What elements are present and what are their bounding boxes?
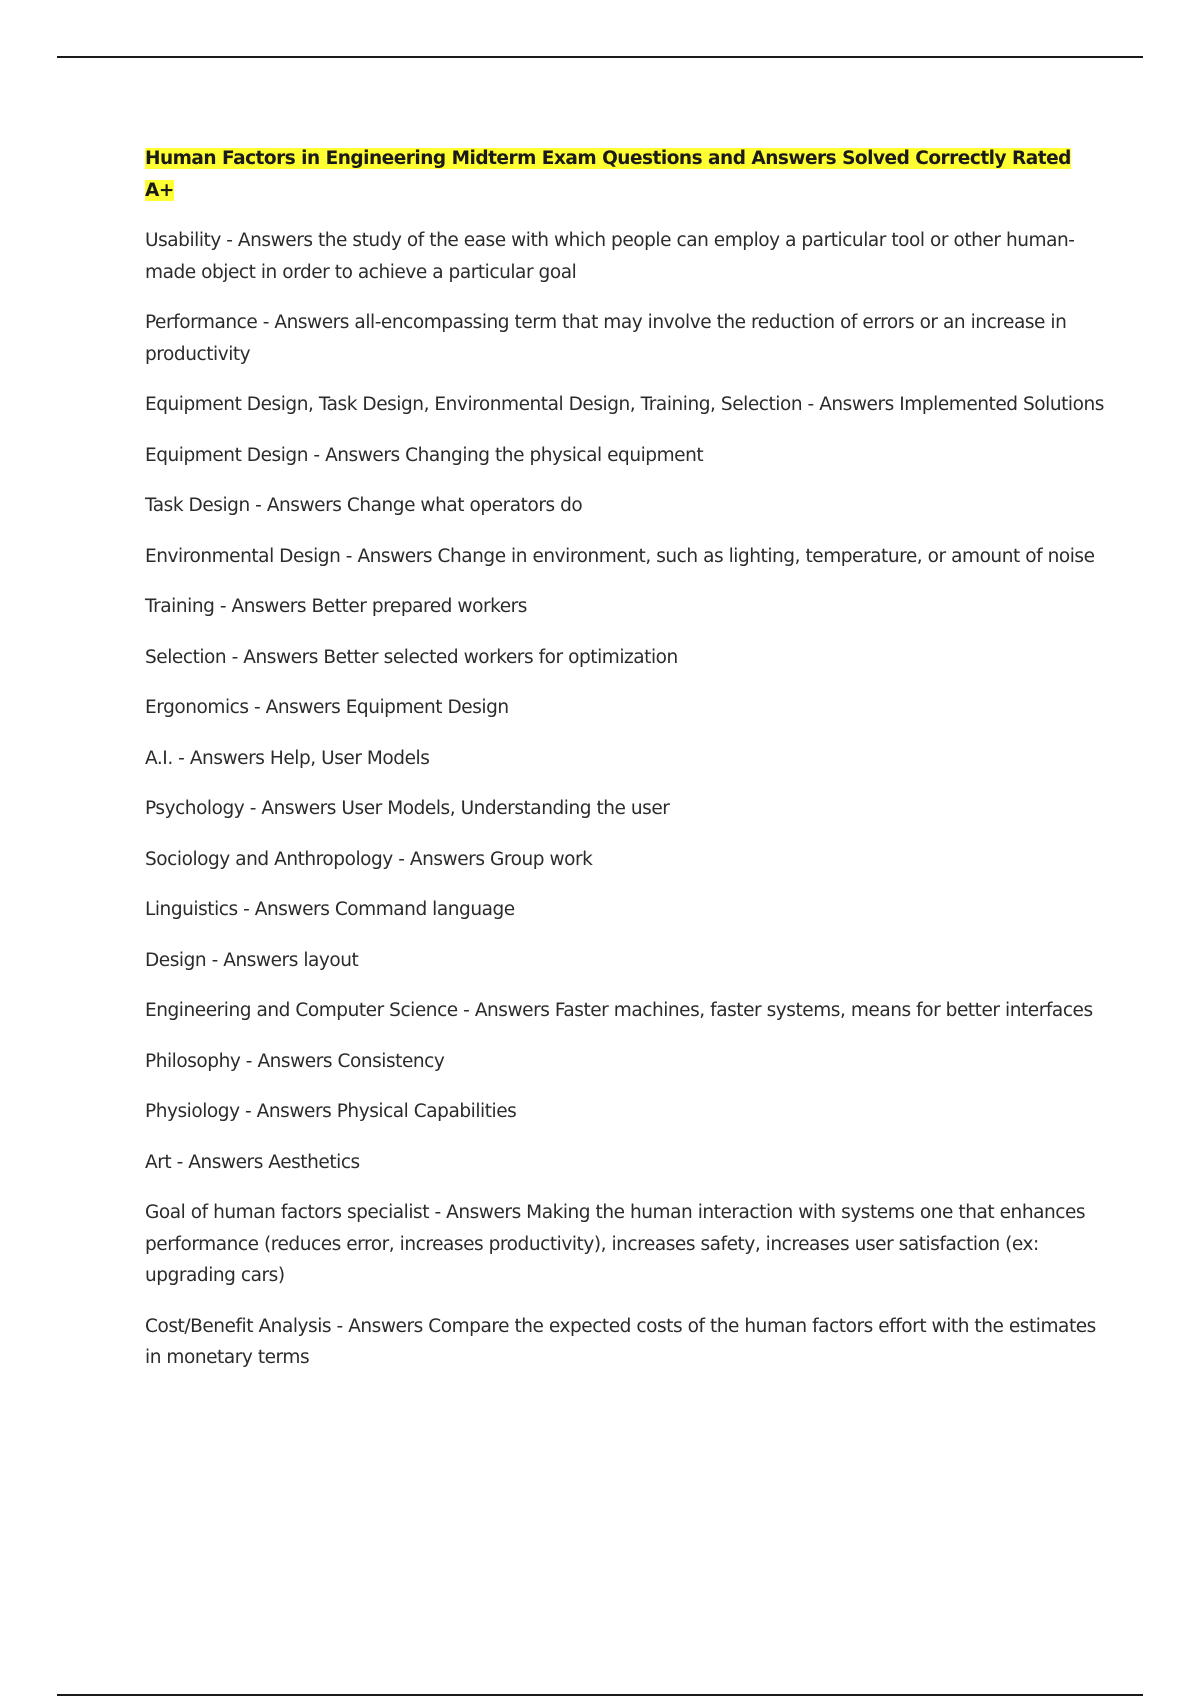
qa-entry-design: Design - Answers layout: [145, 949, 359, 971]
qa-entry-psychology: Psychology - Answers User Models, Understanding the user: [145, 798, 670, 819]
qa-entry-art: Art - Answers Aesthetics: [145, 1151, 360, 1173]
qa-entry-training: Training - Answers Better prepared workers: [145, 596, 527, 617]
document-title: Human Factors in Engineering Midterm Exam Questions and Answers Solved Correctly Rated A+: [145, 148, 1071, 201]
qa-entry-cost-benefit: Cost/Benefit Analysis - Answers Compare the expected costs of the human factors effort with the estimates in monetary terms: [145, 1315, 1096, 1368]
qa-entry-equipment-design: Equipment Design - Answers Changing the physical equipment: [145, 444, 704, 466]
qa-entry-physiology: Physiology - Answers Physical Capabilities: [145, 1101, 517, 1122]
header-rule: [57, 56, 1143, 58]
qa-entry-linguistics: Linguistics - Answers Command language: [145, 899, 515, 920]
qa-entry-implemented-solutions: Equipment Design, Task Design, Environmental Design, Training, Selection - Answers Implemented Solutions: [145, 394, 1104, 415]
document-body: [145, 143, 1105, 1393]
qa-entry-selection: Selection - Answers Better selected workers for optimization: [145, 646, 678, 668]
qa-entry-sociology: Sociology and Anthropology - Answers Group work: [145, 848, 593, 870]
title-block: [145, 143, 1105, 207]
qa-entry-philosophy: Philosophy - Answers Consistency: [145, 1050, 445, 1072]
qa-entry-engineering-cs: Engineering and Computer Science - Answers Faster machines, faster systems, means for better interfaces: [145, 1000, 1093, 1021]
footer-rule: [57, 1694, 1143, 1696]
qa-entry-ai: A.I. - Answers Help, User Models: [145, 747, 430, 769]
qa-entry-ergonomics: Ergonomics - Answers Equipment Design: [145, 697, 509, 718]
qa-entry-environmental-design: Environmental Design - Answers Change in environment, such as lighting, temperature, or amount of noise: [145, 545, 1095, 567]
qa-entry-usability: Usability - Answers the study of the ease with which people can employ a particular tool or other human-made object in order to achieve a particular goal: [145, 230, 1075, 283]
qa-entry-goal: Goal of human factors specialist - Answers Making the human interaction with systems one that enhances performance (reduces error, increases productivity), increases safety, increases user satisfaction (ex: upgrading cars): [145, 1202, 1086, 1286]
qa-entry-task-design: Task Design - Answers Change what operators do: [145, 495, 583, 516]
qa-entry-performance: Performance - Answers all-encompassing term that may involve the reduction of errors or an increase in productivity: [145, 312, 1067, 365]
